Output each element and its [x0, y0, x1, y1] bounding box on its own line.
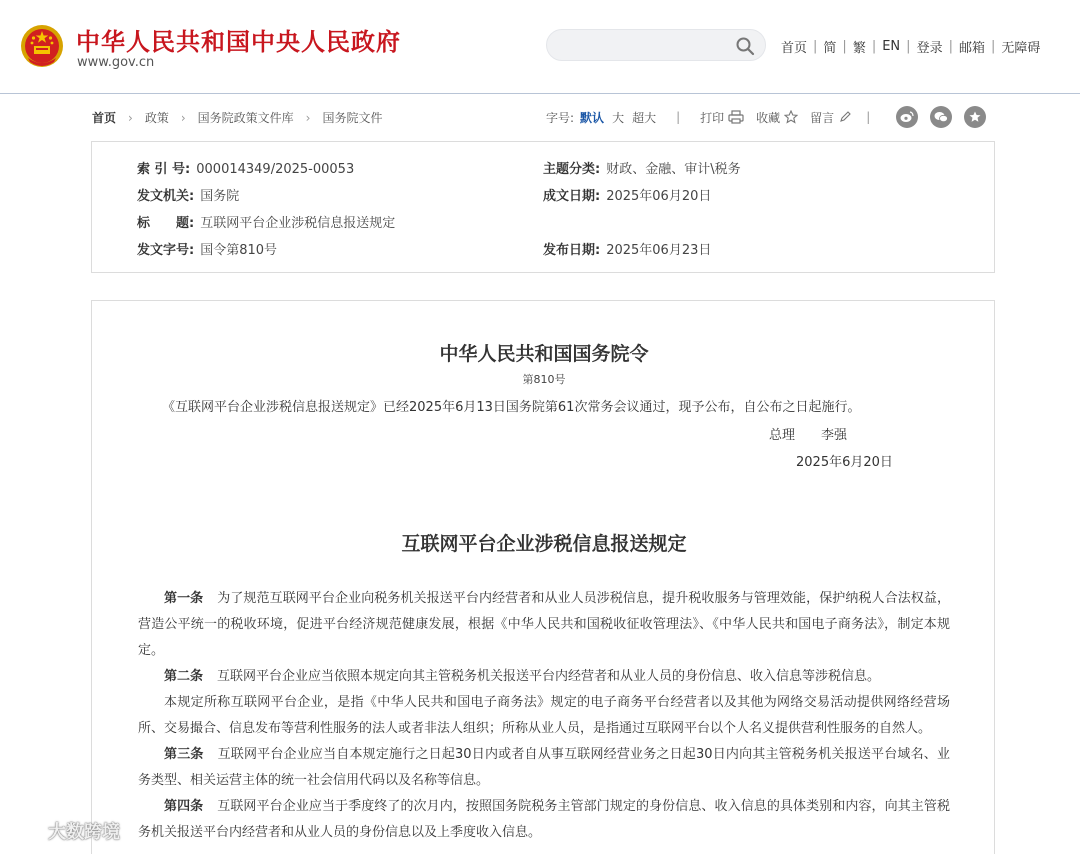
search-box: [546, 29, 766, 61]
article-paragraph: [138, 664, 950, 690]
font-size-default[interactable]: 默认: [580, 110, 605, 125]
favorite-share-icon[interactable]: [964, 106, 986, 128]
favorite-button[interactable]: [756, 109, 798, 126]
meta-title-value: 互联网平台企业涉税信息报送规定: [200, 216, 396, 231]
print-label: 打印: [700, 110, 725, 125]
meta-written-label: 成文日期:: [543, 189, 601, 204]
nav-separator: |: [842, 38, 847, 54]
signer-name: 李强: [821, 428, 848, 443]
article-text: 本规定所称互联网平台企业，是指《中华人民共和国电子商务法》规定的电子商务平台经营者以及其他为网络交易活动提供网络经营场所、交易撮合、信息发布等营利性服务的法人或者非法人组织；所称从业人员，是指通过互联网平台以个人名义提供营利性服务的自然人。: [138, 695, 950, 736]
chevron-right-icon: ›: [305, 110, 311, 125]
nav-accessibility[interactable]: 无障碍: [1001, 40, 1041, 56]
meta-category: [543, 158, 741, 177]
meta-docno: [137, 239, 277, 258]
site-url: www.gov.cn: [77, 55, 155, 70]
star-icon: [784, 110, 798, 124]
nav-separator: |: [871, 38, 877, 54]
article-number: 第一条: [164, 591, 204, 606]
nav-separator: |: [813, 38, 818, 54]
meta-published-date: [543, 239, 711, 258]
comment-button[interactable]: [810, 109, 852, 126]
order-date: 2025年6月20日: [796, 455, 893, 470]
article-paragraph: [138, 742, 950, 794]
signer-title: 总理: [769, 428, 796, 443]
tools-separator: |: [676, 110, 681, 124]
national-emblem-icon[interactable]: [20, 24, 64, 68]
article-content: [91, 300, 995, 854]
breadcrumb-state-council-docs[interactable]: 国务院文件: [322, 111, 383, 125]
article-number: 第三条: [164, 747, 204, 762]
meta-index-value: 000014349/2025-00053: [196, 162, 355, 177]
article-paragraph: [138, 794, 950, 846]
printer-icon: [728, 110, 744, 124]
site-title[interactable]: 中华人民共和国中央人民政府: [76, 27, 401, 56]
nav-mail[interactable]: 邮箱: [958, 40, 985, 56]
nav-english[interactable]: EN: [882, 38, 901, 54]
breadcrumb-home[interactable]: 首页: [92, 111, 117, 125]
nav-separator: |: [906, 38, 911, 54]
tools-separator: |: [866, 110, 871, 124]
search-icon[interactable]: [735, 36, 755, 56]
meta-published-label: 发布日期:: [543, 243, 601, 258]
font-size-large[interactable]: 大: [612, 110, 625, 125]
meta-index: [137, 158, 354, 177]
meta-issuer-label: 发文机关:: [137, 189, 195, 204]
article-paragraph: [138, 586, 950, 664]
meta-docno-label: 发文字号:: [137, 243, 195, 258]
breadcrumb-policy[interactable]: 政策: [144, 111, 169, 125]
document-metadata: [91, 141, 995, 273]
order-title: 中华人民共和国国务院令: [439, 343, 649, 365]
chevron-right-icon: ›: [180, 110, 186, 125]
search-input[interactable]: [561, 36, 731, 56]
font-size-label: 字号:: [546, 110, 575, 125]
nav-traditional[interactable]: 繁: [852, 40, 866, 56]
site-header: [0, 0, 1080, 94]
weibo-share-icon[interactable]: [896, 106, 918, 128]
nav-separator: |: [990, 38, 996, 54]
meta-title: [137, 212, 395, 231]
meta-written-date: [543, 185, 711, 204]
order-signature: [769, 424, 847, 443]
breadcrumb-policy-library[interactable]: 国务院政策文件库: [197, 111, 294, 125]
meta-docno-value: 国令第810号: [200, 243, 278, 258]
font-size-xlarge[interactable]: 超大: [632, 110, 657, 125]
watermark-logo-icon: [8, 820, 48, 842]
meta-category-value: 财政、金融、审计\税务: [606, 162, 741, 177]
article-number: 第四条: [164, 799, 204, 814]
meta-issuer: [137, 185, 239, 204]
article-text: 互联网平台企业应当于季度终了的次月内，按照国务院税务主管部门规定的身份信息、收入信息的具体类别和内容，向其主管税务机关报送平台内经营者和从业人员的身份信息以及上季度收入信息。: [138, 799, 950, 840]
regulation-title: 互联网平台企业涉税信息报送规定: [401, 533, 687, 555]
meta-issuer-value: 国务院: [200, 189, 240, 204]
nav-simplified[interactable]: 简: [823, 40, 837, 56]
nav-separator: |: [948, 38, 953, 54]
order-text: 《互联网平台企业涉税信息报送规定》已经2025年6月13日国务院第61次常务会议通过，现予公布，自公布之日起施行。: [162, 400, 861, 415]
nav-home[interactable]: 首页: [781, 40, 808, 56]
meta-title-label: 标 题:: [137, 216, 195, 231]
article-tools: [546, 105, 986, 129]
favorite-label: 收藏: [756, 110, 781, 125]
top-nav: [781, 37, 1040, 55]
article-number: 第二条: [164, 669, 204, 684]
nav-login[interactable]: 登录: [916, 40, 943, 56]
article-text: 互联网平台企业应当自本规定施行之日起30日内或者自从事互联网经营业务之日起30日内向其主管税务机关报送平台域名、业务类型、相关运营主体的统一社会信用代码以及名称等信息。: [138, 747, 950, 788]
watermark: [8, 818, 120, 844]
watermark-text: 大数跨境: [48, 822, 120, 843]
meta-published-value: 2025年06月23日: [606, 243, 712, 258]
pencil-icon: [838, 110, 852, 124]
article-paragraph: [138, 690, 950, 742]
breadcrumb: [92, 109, 383, 126]
meta-index-label: 索 引 号:: [137, 162, 191, 177]
article-text: 互联网平台企业应当依照本规定向其主管税务机关报送平台内经营者和从业人员的身份信息、收入信息等涉税信息。: [217, 669, 881, 684]
order-number: 第810号: [522, 373, 566, 386]
meta-written-value: 2025年06月20日: [606, 189, 712, 204]
comment-label: 留言: [810, 110, 835, 125]
chevron-right-icon: ›: [128, 110, 133, 125]
print-button[interactable]: [700, 109, 744, 126]
wechat-share-icon[interactable]: [930, 106, 952, 128]
meta-category-label: 主题分类:: [543, 162, 601, 177]
article-text: 为了规范互联网平台企业向税务机关报送平台内经营者和从业人员涉税信息，提升税收服务与管理效能，保护纳税人合法权益，营造公平统一的税收环境，促进平台经济规范健康发展，根据《中华人民共和国税收征收管理法》、《中华人民共和国电子商务法》，制定本规定。: [138, 591, 950, 658]
